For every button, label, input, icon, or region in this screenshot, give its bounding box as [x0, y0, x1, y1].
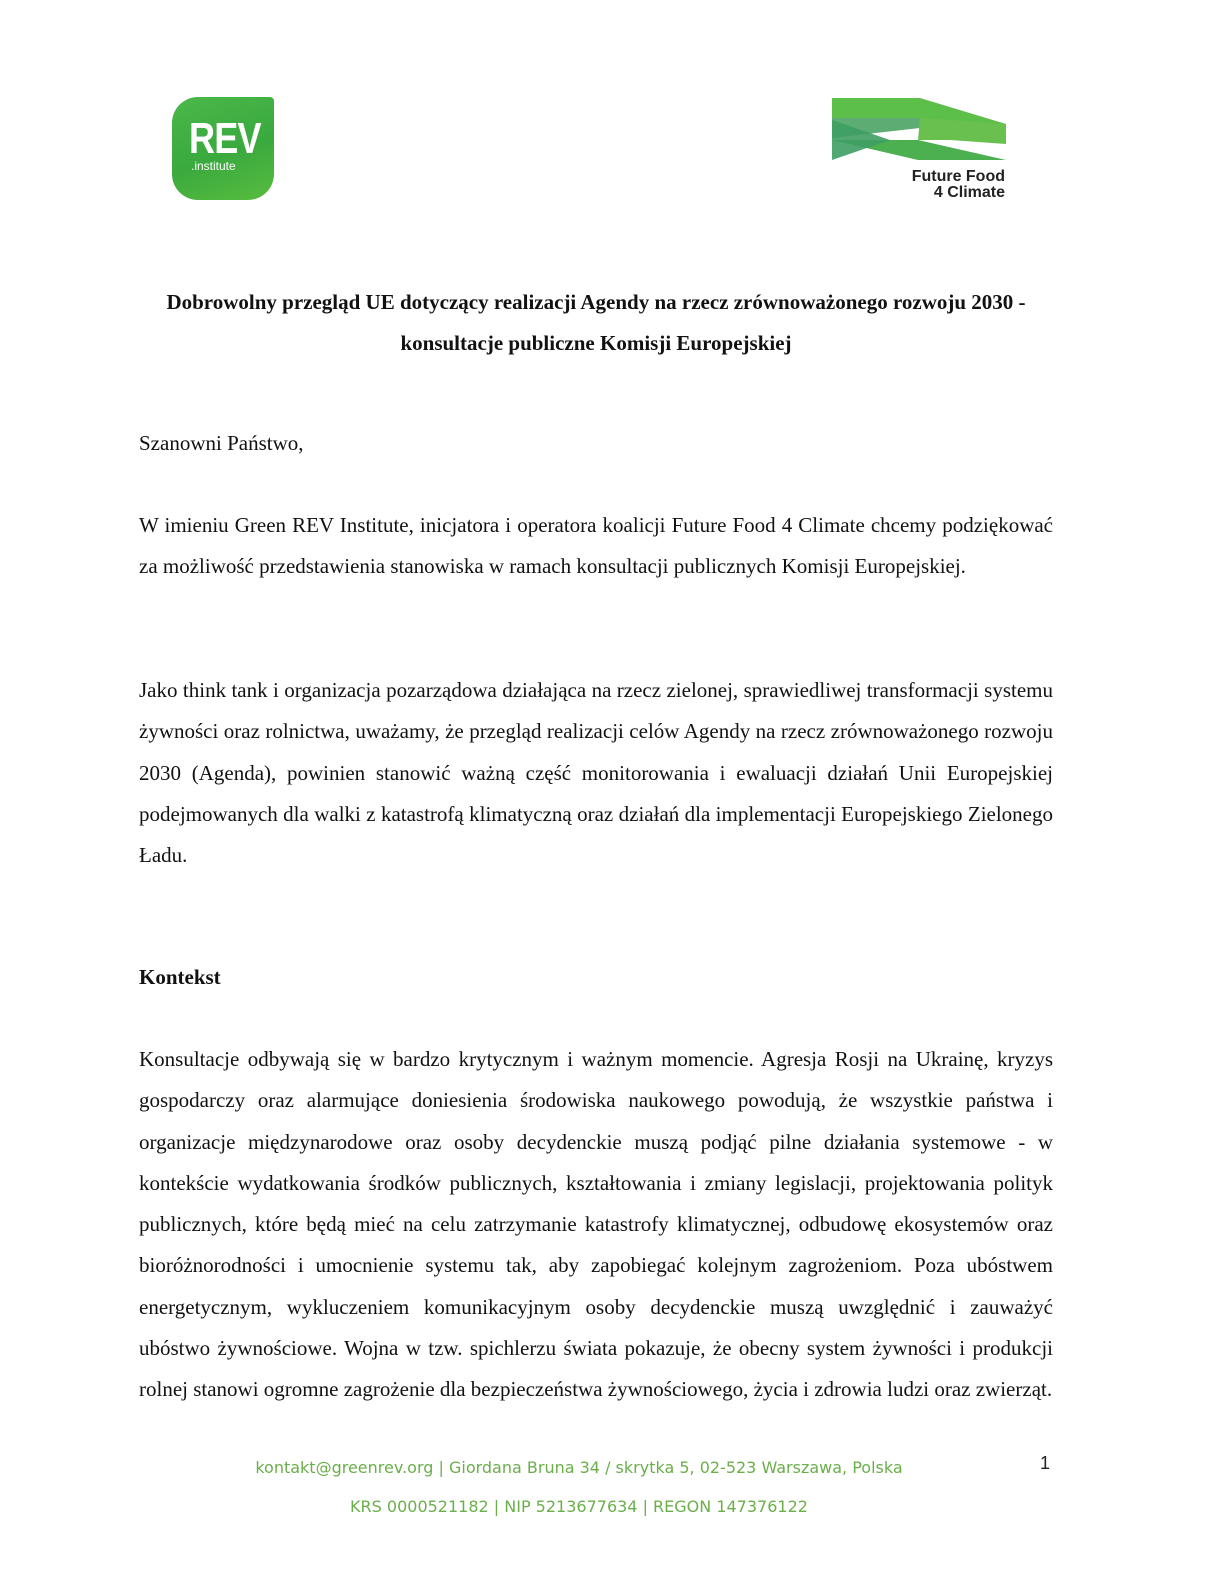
future-food-4-climate-logo — [830, 96, 1008, 206]
rev-logo-subtext: .institute — [191, 159, 236, 173]
paragraph-context: Konsultacje odbywają się w bardzo krytycznym i ważnym momencie. Agresja Rosji na Ukrainę, kryzys gospodarczy oraz alarmujące doniesienia środowiska naukowego powodują, że wszystkie państwa i organizacje międzynarodowe oraz osoby decydenckie muszą podjąć pilne działania systemowe - w kontekście wydatkowania środków publicznych, kształtowania i zmiany legislacji, projektowania polityk publicznych, które będą mieć na celu zatrzymanie katastrofy klimatycznej, odbudowę ekosystemów oraz bioróżnorodności i umocnienie systemu tak, aby zapobiegać kolejnym zagrożeniom. Poza ubóstwem energetycznym, wykluczeniem komunikacyjnym osoby decydenckie muszą uwzględnić i zauważyć ubóstwo żywnościowe. Wojna w tzw. spichlerzu świata pokazuje, że obecny system żywności i produkcji rolnej stanowi ogromne zagrożenie dla bezpieczeństwa żywnościowego, życia i zdrowia ludzi oraz zwierząt. — [139, 1047, 1053, 1402]
page-number: 1 — [1040, 1453, 1051, 1473]
future-food-logo-line1: Future Food — [911, 168, 1005, 185]
footer-contact-line: kontakt@greenrev.org | Giordana Bruna 34 / skrytka 5, 02-523 Warszawa, Polska — [255, 1458, 903, 1477]
paragraph-position: Jako think tank i organizacja pozarządowa działająca na rzecz zielonej, sprawiedliwej transformacji systemu żywności oraz rolnictwa, uważamy, że przegląd realizacji celów Agendy na rzecz zrównoważonego rozwoju 2030 (Agenda), powinien stanowić ważną część monitorowania i ewaluacji działań Unii Europejskiej podejmowanych dla walki z katastrofą klimatyczną oraz działań dla implementacji Europejskiego Zielonego Ładu. — [139, 678, 1053, 868]
paragraph-intro: W imieniu Green REV Institute, inicjatora i operatora koalicji Future Food 4 Climate chcemy podziękować za możliwość przedstawienia stanowiska w ramach konsultacji publicznych Komisji Europejskiej. — [139, 513, 1053, 579]
future-food-logo-line2: 4 Climate — [933, 184, 1005, 201]
rev-logo-text: REV — [189, 114, 261, 163]
document-title: Dobrowolny przegląd UE dotyczący realizacji Agendy na rzecz zrównoważonego rozwoju 2030 - konsultacje publiczne Komisji Europejskiej — [166, 290, 1026, 355]
rev-institute-logo — [172, 97, 274, 200]
salutation: Szanowni Państwo, — [139, 431, 304, 455]
future-food-emblem-icon — [830, 96, 1008, 168]
footer-registration-line: KRS 0000521182 | NIP 5213677634 | REGON 147376122 — [350, 1497, 808, 1516]
section-heading-kontekst: Kontekst — [139, 965, 221, 989]
